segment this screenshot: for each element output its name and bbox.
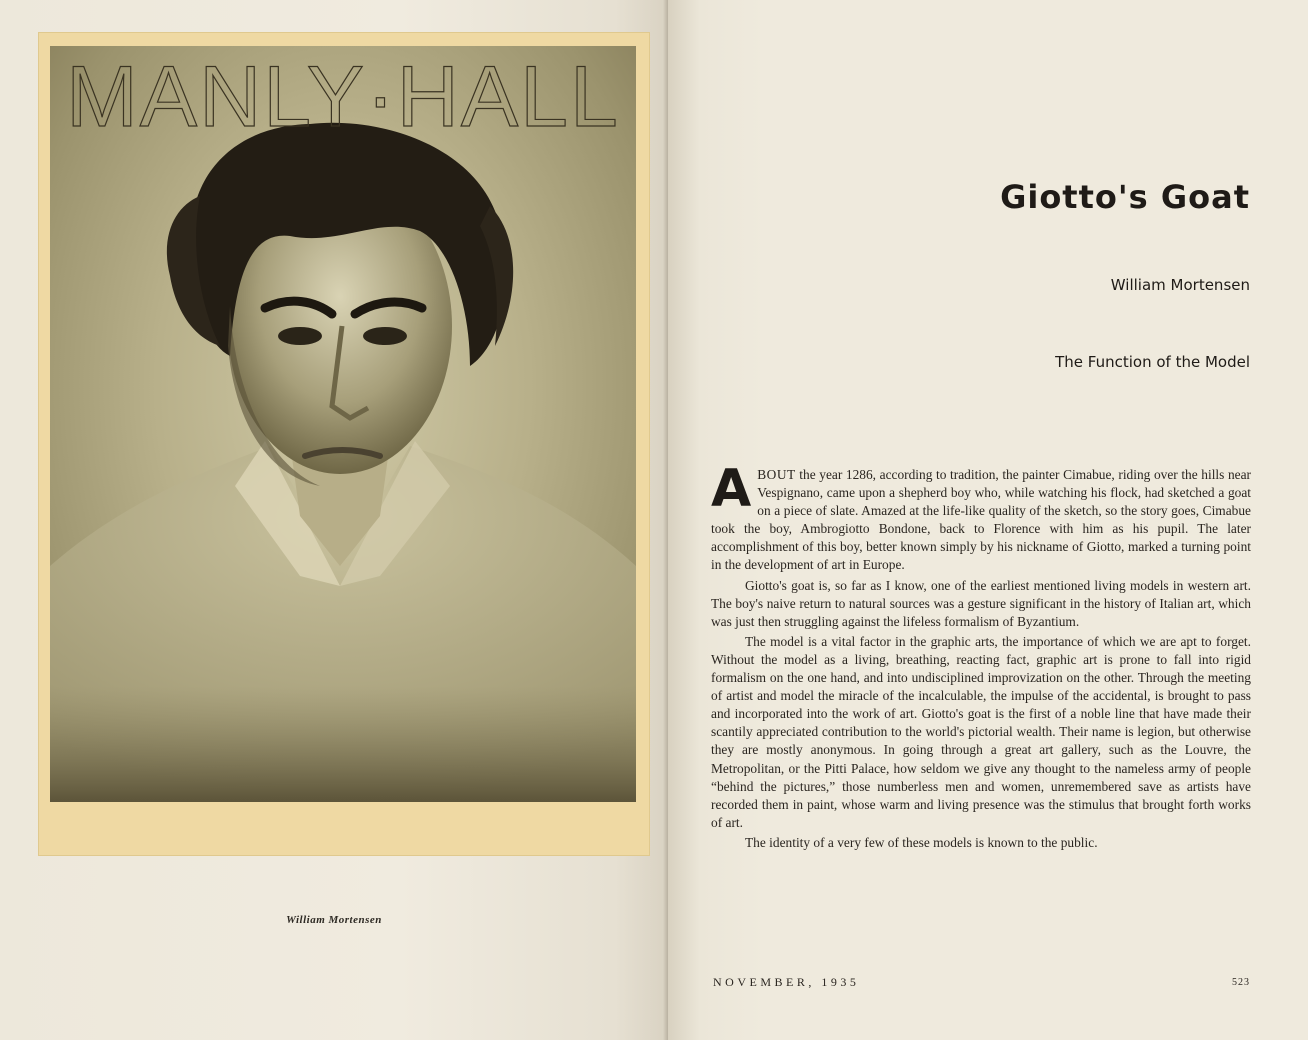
footer-date: NOVEMBER, 1935 bbox=[713, 975, 860, 989]
portrait-illustration bbox=[50, 46, 636, 802]
photo-banner-text: MANLY·HALL bbox=[66, 49, 620, 145]
paragraph-1-text: the year 1286, according to tradition, the painter Cimabue, riding over the hills near Vespignano, came upon a shepherd boy who, while watching his flock, had sketched a goat on a piece of slate. Amazed at the life-like quality of the sketch, so the story goes, Cimabue took the boy, Ambrogiotto Bondone, back to Florence with him as his pupil. The later accomplishment of this boy, better known simply by his nickname of Giotto, marked a turning point in the development of art in Europe. bbox=[711, 467, 1251, 573]
article-author: William Mortensen bbox=[1110, 276, 1250, 294]
drop-cap: A bbox=[711, 459, 752, 519]
paragraph-1 bbox=[711, 459, 1251, 575]
paragraph-3: The model is a vital factor in the graphic arts, the importance of which we are apt to forget. Without the model as a living, breathing, reacting fact, graphic art is prone to fall into rigid formalism on the one hand, and into undisciplined improvization on the other. Through the meeting of artist and model the miracle of the incalculable, the impulse of the accidental, is brought to pass and incorporated into the work of art. Giotto's goat is the first of a noble line that have made their scantily appreciated contribution to the world's pictorial wealth. Their name is legion, but otherwise they are mostly anonymous. In going through a great art gallery, such as the Louvre, the Metropolitan, or the Pitti Palace, how seldom we give any thought to the nameless army of people “behind the pictures,” those numberless men and women, unremembered save as artists have recorded them in paint, whose warm and living presence was the stimulus that brought forth works of art. bbox=[711, 633, 1251, 830]
photo-caption: William Mortensen bbox=[286, 914, 382, 926]
lead-caps: BOUT bbox=[757, 467, 796, 482]
page-number: 523 bbox=[1232, 977, 1250, 988]
portrait-photo bbox=[50, 46, 636, 802]
article-title: Giotto's Goat bbox=[1000, 178, 1250, 216]
paragraph-4: The identity of a very few of these models is known to the public. bbox=[745, 834, 1098, 850]
paragraph-2: Giotto's goat is, so far as I know, one of the earliest mentioned living models in western art. The boy's naive return to natural sources was a gesture significant in the history of Italian art, which was just then struggling against the lifeless formalism of Byzantium. bbox=[711, 577, 1251, 629]
article-subtitle: The Function of the Model bbox=[1055, 353, 1250, 371]
article-body bbox=[711, 459, 1251, 854]
